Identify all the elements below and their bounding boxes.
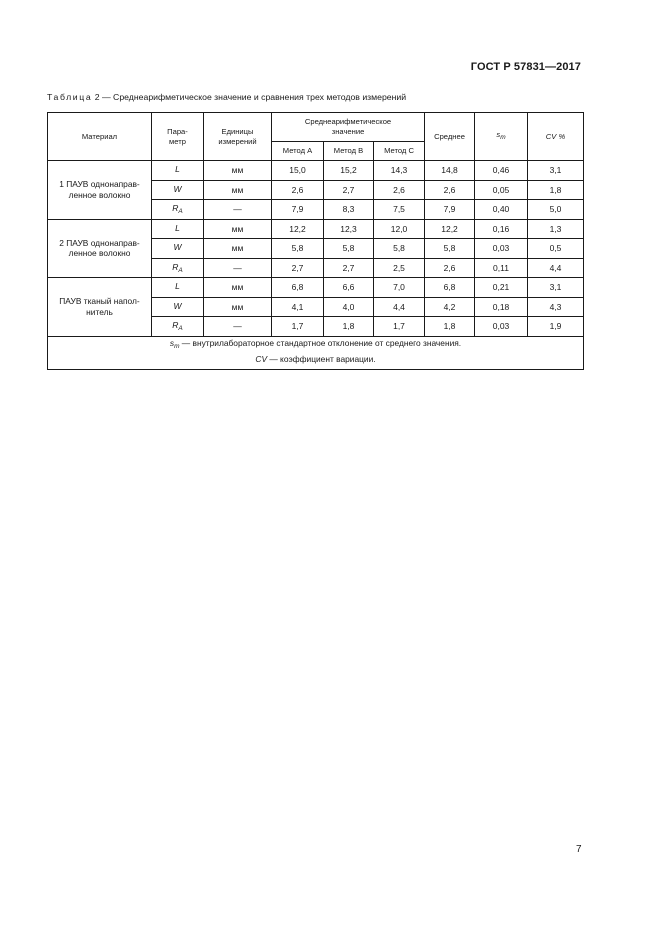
method-c-cell: 1,7 (374, 317, 425, 337)
table-notes (48, 336, 584, 369)
param-cell (152, 200, 204, 220)
units-cell: — (204, 317, 272, 337)
method-a-cell: 4,1 (272, 297, 324, 317)
method-c-cell: 2,6 (374, 180, 425, 200)
method-a-cell: 1,7 (272, 317, 324, 337)
header-average: Среднее (425, 113, 475, 161)
header-method-a: Метод А (272, 142, 324, 161)
param-symbol: L (175, 281, 180, 292)
average-cell: 7,9 (425, 200, 475, 220)
average-cell: 5,8 (425, 239, 475, 259)
units-cell: мм (204, 219, 272, 239)
method-b-cell: 15,2 (324, 161, 374, 181)
cv-cell: 4,4 (528, 258, 584, 278)
table-row (48, 219, 584, 239)
note-text: — внутрилабораторное стандартное отклонение от среднего значения. (179, 337, 462, 348)
method-a-cell: 6,8 (272, 278, 324, 298)
method-c-cell: 7,5 (374, 200, 425, 220)
note-symbol: s (169, 337, 175, 348)
param-cell (152, 258, 204, 278)
param-cell (152, 317, 204, 337)
param-symbol: W (173, 242, 182, 253)
method-b-cell: 2,7 (324, 258, 374, 278)
method-c-cell: 5,8 (374, 239, 425, 259)
method-a-cell: 5,8 (272, 239, 324, 259)
table-caption (47, 92, 406, 102)
param-cell (152, 239, 204, 259)
method-a-cell: 12,2 (272, 219, 324, 239)
sm-cell: 0,11 (475, 258, 528, 278)
header-material: Материал (48, 113, 152, 161)
method-b-cell: 12,3 (324, 219, 374, 239)
param-symbol: R (172, 203, 179, 214)
param-symbol: L (175, 222, 180, 233)
param-symbol: W (173, 183, 182, 194)
method-b-cell: 6,6 (324, 278, 374, 298)
notes-row (48, 336, 584, 369)
material-cell: 1 ПАУВ однонаправ- ленное волокно (48, 161, 152, 220)
param-subscript: A (178, 208, 183, 216)
note-symbol-subscript: m (174, 342, 180, 350)
header-sm-sub: m (500, 134, 506, 141)
cv-cell: 5,0 (528, 200, 584, 220)
param-symbol: W (173, 300, 182, 311)
header-sm-base: s (496, 130, 501, 139)
param-cell (152, 297, 204, 317)
param-cell (152, 278, 204, 298)
units-cell: — (204, 200, 272, 220)
average-cell: 6,8 (425, 278, 475, 298)
note-text: — коэффициент вариации. (267, 353, 376, 364)
units-cell: мм (204, 239, 272, 259)
sm-cell: 0,46 (475, 161, 528, 181)
param-symbol: R (172, 320, 179, 331)
sm-cell: 0,05 (475, 180, 528, 200)
param-subscript: A (178, 266, 183, 274)
sm-cell: 0,03 (475, 317, 528, 337)
average-cell: 4,2 (425, 297, 475, 317)
param-cell (152, 219, 204, 239)
material-cell: ПАУВ тканый напол- нитель (48, 278, 152, 337)
units-cell: мм (204, 297, 272, 317)
units-cell: мм (204, 180, 272, 200)
method-c-cell: 4,4 (374, 297, 425, 317)
cv-cell: 3,1 (528, 161, 584, 181)
caption-text: — Среднеарифметическое значение и сравнения трех методов измерений (101, 92, 407, 102)
sm-cell: 0,03 (475, 239, 528, 259)
method-b-cell: 1,8 (324, 317, 374, 337)
note-line (48, 353, 583, 369)
sm-cell: 0,16 (475, 219, 528, 239)
method-a-cell: 7,9 (272, 200, 324, 220)
units-cell: — (204, 258, 272, 278)
method-c-cell: 2,5 (374, 258, 425, 278)
header-method-c: Метод С (374, 142, 425, 161)
measurement-table (47, 112, 584, 370)
header-method-b: Метод В (324, 142, 374, 161)
cv-cell: 3,1 (528, 278, 584, 298)
average-cell: 14,8 (425, 161, 475, 181)
average-cell: 2,6 (425, 180, 475, 200)
header-sm (475, 113, 528, 161)
sm-cell: 0,40 (475, 200, 528, 220)
document-id: ГОСТ Р 57831—2017 (470, 61, 581, 73)
note-line (48, 337, 583, 353)
method-b-cell: 2,7 (324, 180, 374, 200)
sm-cell: 0,21 (475, 278, 528, 298)
method-a-cell: 15,0 (272, 161, 324, 181)
cv-cell: 0,5 (528, 239, 584, 259)
cv-cell: 1,8 (528, 180, 584, 200)
method-c-cell: 7,0 (374, 278, 425, 298)
param-symbol: L (175, 164, 180, 175)
method-c-cell: 12,0 (374, 219, 425, 239)
average-cell: 12,2 (425, 219, 475, 239)
param-cell (152, 180, 204, 200)
page-number: 7 (576, 844, 582, 855)
caption-label: Таблица (47, 92, 93, 102)
param-subscript: A (178, 325, 183, 333)
caption-number: 2 (94, 92, 100, 102)
method-a-cell: 2,6 (272, 180, 324, 200)
method-b-cell: 8,3 (324, 200, 374, 220)
header-param: Пара- метр (152, 113, 204, 161)
header-units: Единицы измерений (204, 113, 272, 161)
header-mean-group: Среднеарифметическое значение (272, 113, 425, 142)
cv-cell: 1,3 (528, 219, 584, 239)
average-cell: 2,6 (425, 258, 475, 278)
note-symbol: CV (255, 353, 268, 364)
table-row (48, 161, 584, 181)
material-cell: 2 ПАУВ однонаправ- ленное волокно (48, 219, 152, 278)
units-cell: мм (204, 161, 272, 181)
units-cell: мм (204, 278, 272, 298)
average-cell: 1,8 (425, 317, 475, 337)
method-c-cell: 14,3 (374, 161, 425, 181)
param-cell (152, 161, 204, 181)
cv-cell: 1,9 (528, 317, 584, 337)
table-row (48, 278, 584, 298)
param-symbol: R (172, 261, 179, 272)
method-b-cell: 4,0 (324, 297, 374, 317)
sm-cell: 0,18 (475, 297, 528, 317)
cv-cell: 4,3 (528, 297, 584, 317)
method-b-cell: 5,8 (324, 239, 374, 259)
header-cv: CV % (528, 113, 584, 161)
method-a-cell: 2,7 (272, 258, 324, 278)
